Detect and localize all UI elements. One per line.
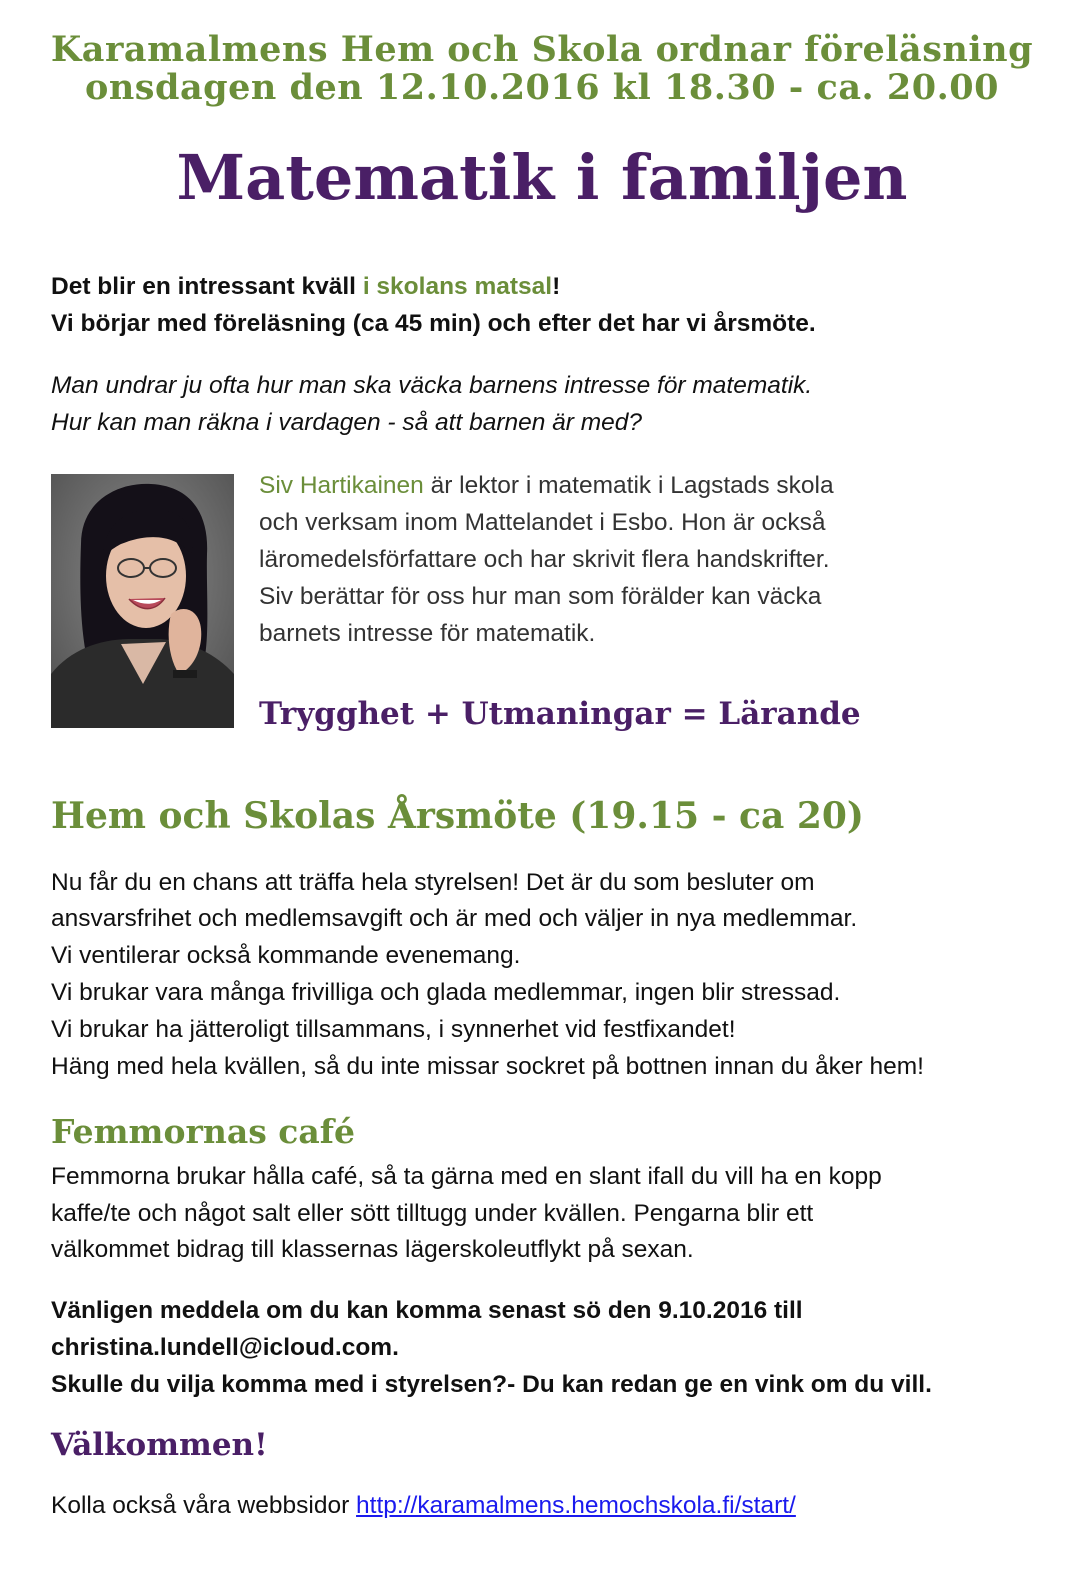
annual-meeting-line: Nu får du en chans att träffa hela styrelsen! Det är du som besluter om bbox=[51, 869, 815, 896]
page-title: Matematik i familjen bbox=[176, 141, 908, 214]
annual-meeting-line: Vi brukar vara många frivilliga och glada medlemmar, ingen blir stressad. bbox=[51, 979, 841, 1006]
question-line-1: Man undrar ju ofta hur man ska väcka barnens intresse för matematik. bbox=[51, 372, 813, 399]
cafe-heading: Femmornas café bbox=[51, 1112, 355, 1151]
website-link[interactable]: http://karamalmens.hemochskola.fi/start/ bbox=[356, 1492, 796, 1519]
speaker-photo bbox=[51, 474, 234, 728]
footer-line bbox=[51, 1487, 796, 1524]
rsvp-line: Vänligen meddela om du kan komma senast sö den 9.10.2016 till bbox=[51, 1297, 803, 1324]
bio-line-5: barnets intresse för matematik. bbox=[259, 620, 596, 647]
bio-line-1 bbox=[259, 467, 834, 504]
bio-line-4: Siv berättar för oss hur man som förälder kan väcka bbox=[259, 583, 822, 610]
bio-line-1-text: är lektor i matematik i Lagstads skola bbox=[423, 472, 834, 499]
cafe-line: kaffe/te och något salt eller sött tilltugg under kvällen. Pengarna blir ett bbox=[51, 1200, 814, 1227]
intro-line-2: Vi börjar med föreläsning (ca 45 min) och efter det har vi årsmöte. bbox=[51, 310, 816, 337]
annual-meeting-line: Vi ventilerar också kommande evenemang. bbox=[51, 942, 521, 969]
annual-meeting-line: ansvarsfrihet och medlemsavgift och är med och väljer in nya medlemmar. bbox=[51, 905, 858, 932]
intro-exclamation: ! bbox=[552, 273, 561, 300]
annual-meeting-line: Häng med hela kvällen, så du inte missar sockret på bottnen innan du åker hem! bbox=[51, 1053, 924, 1080]
intro-text: Det blir en intressant kväll bbox=[51, 273, 363, 300]
bio-line-2: och verksam inom Mattelandet i Esbo. Hon är också bbox=[259, 509, 826, 536]
header-line-2: onsdagen den 12.10.2016 kl 18.30 - ca. 20.00 bbox=[85, 67, 999, 108]
rsvp-line: Skulle du vilja komma med i styrelsen?- Du kan redan ge en vink om du vill. bbox=[51, 1371, 932, 1398]
intro-line-1 bbox=[51, 268, 560, 305]
footer-text: Kolla också våra webbsidor bbox=[51, 1492, 357, 1519]
cafe-line: Femmorna brukar hålla café, så ta gärna med en slant ifall du vill ha en kopp bbox=[51, 1163, 882, 1190]
speaker-name: Siv Hartikainen bbox=[259, 472, 424, 499]
speaker-portrait-image bbox=[51, 474, 234, 728]
rsvp-email: christina.lundell@icloud.com. bbox=[51, 1334, 399, 1361]
annual-meeting-line: Vi brukar ha jätteroligt tillsammans, i synnerhet vid festfixandet! bbox=[51, 1016, 736, 1043]
welcome-heading: Välkommen! bbox=[51, 1427, 268, 1463]
intro-location: i skolans matsal bbox=[362, 273, 553, 300]
bio-line-3: läromedelsförfattare och har skrivit flera handskrifter. bbox=[259, 546, 830, 573]
question-line-2: Hur kan man räkna i vardagen - så att barnen är med? bbox=[51, 409, 643, 436]
cafe-line: välkommet bidrag till klassernas lägerskoleutflykt på sexan. bbox=[51, 1236, 694, 1263]
annual-meeting-heading: Hem och Skolas Årsmöte (19.15 - ca 20) bbox=[51, 795, 864, 837]
header-line-1: Karamalmens Hem och Skola ordnar föreläsning bbox=[50, 29, 1034, 70]
speaker-motto: Trygghet + Utmaningar = Lärande bbox=[259, 696, 861, 732]
